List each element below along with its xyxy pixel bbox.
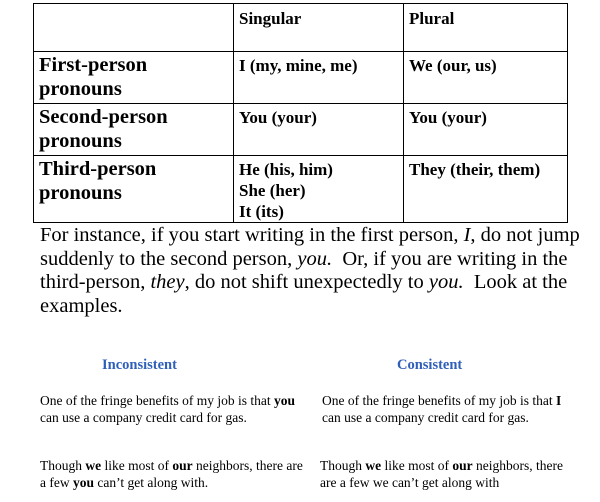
- singular-value: It (its): [239, 202, 284, 221]
- table-row: [34, 156, 568, 223]
- singular-value: She (her): [239, 181, 306, 200]
- row-label-line: First-person: [39, 54, 148, 76]
- row-label-line: pronouns: [39, 130, 122, 152]
- row-label-line: pronouns: [39, 78, 122, 100]
- row-label-line: Third-person: [39, 158, 157, 180]
- intro-italic: you.: [297, 247, 333, 270]
- example-bold: we: [365, 458, 382, 473]
- example-consistent-2: [320, 457, 580, 491]
- intro-paragraph: [40, 224, 580, 318]
- example-text: Though: [40, 458, 86, 473]
- intro-text: Look at the examples.: [40, 271, 573, 317]
- singular-value: You (your): [239, 108, 317, 127]
- example-text: can use a company credit card for gas.: [322, 410, 529, 425]
- row-label-line: Second-person: [39, 106, 168, 128]
- singular-value: He (his, him): [239, 160, 333, 179]
- example-text: One of the fringe benefits of my job is that: [40, 393, 274, 408]
- row-label-line: pronouns: [39, 182, 122, 204]
- table-row: [34, 52, 568, 104]
- singular-cell: [234, 52, 404, 104]
- row-label-first-person: [34, 52, 234, 104]
- intro-text: For instance, if you start writing in the first person,: [40, 224, 464, 246]
- heading-consistent: Consistent: [397, 357, 463, 373]
- example-text: One of the fringe benefits of my job is that: [322, 393, 556, 408]
- plural-cell: We (our, us): [404, 52, 568, 104]
- intro-italic: you.: [428, 271, 464, 293]
- heading-inconsistent: Inconsistent: [102, 357, 177, 373]
- example-bold: I: [555, 393, 562, 408]
- intro-text: , do not shift unexpectedly to: [184, 271, 429, 293]
- example-text: like most of: [381, 458, 453, 473]
- row-label-third-person: [34, 156, 234, 223]
- intro-text: Or, if you are writing in the third-person,: [40, 247, 573, 293]
- example-text: like most of: [101, 458, 173, 473]
- header-singular: Singular: [234, 4, 404, 52]
- example-consistent-1: [322, 392, 582, 426]
- header-blank-cell: [34, 4, 234, 52]
- example-bold: you: [273, 393, 295, 408]
- plural-cell: They (their, them): [404, 156, 568, 223]
- singular-cell: [234, 104, 404, 156]
- example-text: can’t get along with.: [94, 475, 209, 490]
- example-bold: we: [85, 458, 102, 473]
- row-label-second-person: [34, 104, 234, 156]
- example-text: neighbors, there are a few we can’t get along with: [320, 458, 563, 490]
- intro-italic: they: [150, 271, 185, 293]
- intro-text: , do not jump suddenly to the second person,: [40, 224, 580, 270]
- singular-value: I (my, mine, me): [239, 56, 358, 75]
- intro-italic: I: [463, 224, 471, 246]
- table-row: [34, 104, 568, 156]
- example-text: Though: [320, 458, 366, 473]
- example-bold: you: [72, 475, 94, 490]
- example-bold: our: [172, 458, 193, 473]
- table-header-row: [34, 4, 568, 52]
- singular-cell: [234, 156, 404, 223]
- example-text: can use a company credit card for gas.: [40, 410, 247, 425]
- example-inconsistent-2: [40, 457, 305, 491]
- header-plural: Plural: [404, 4, 568, 52]
- example-text: neighbors, there are a few: [40, 458, 303, 490]
- example-bold: our: [452, 458, 473, 473]
- pronoun-table: [33, 3, 568, 223]
- example-inconsistent-1: [40, 392, 305, 426]
- plural-cell: You (your): [404, 104, 568, 156]
